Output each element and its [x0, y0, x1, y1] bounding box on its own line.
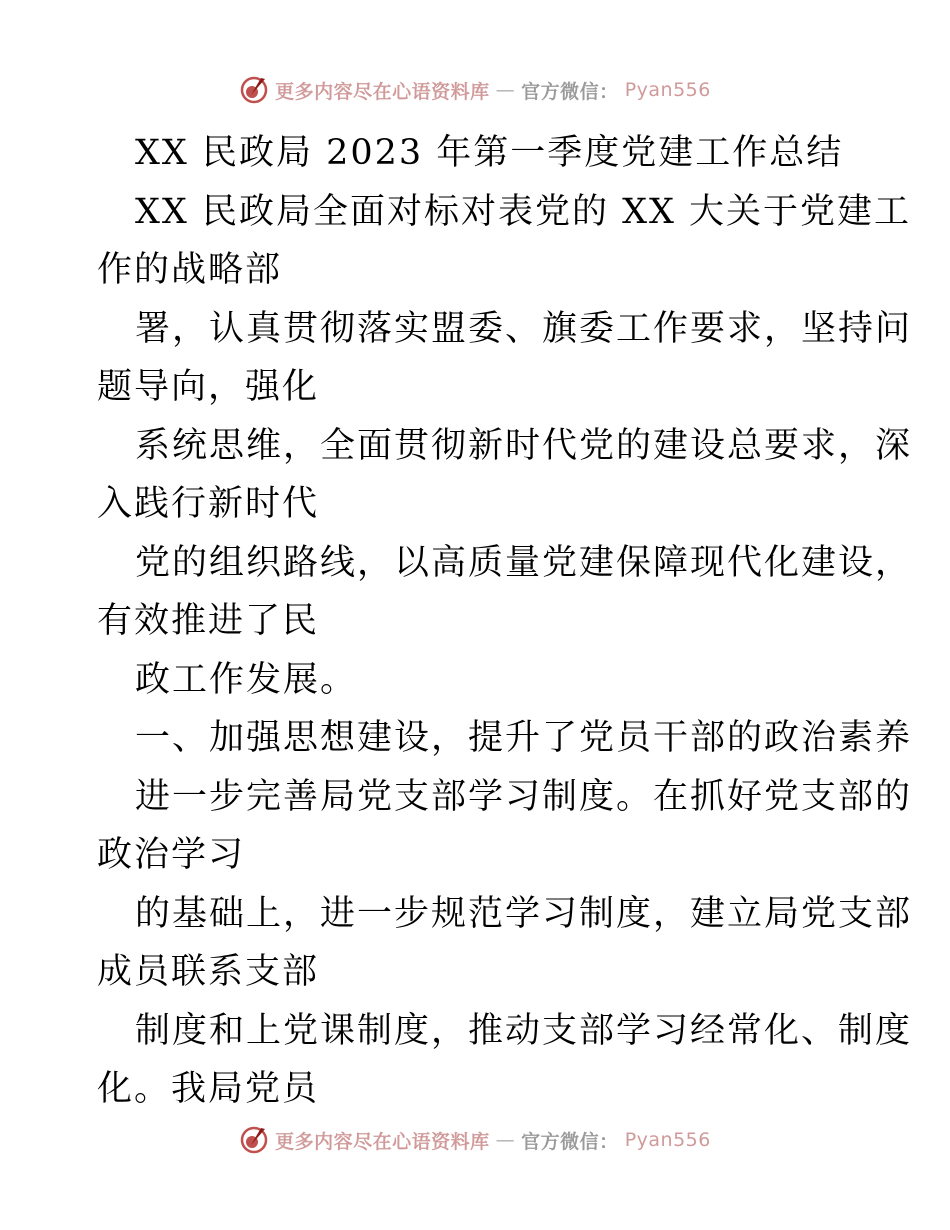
- watermark-wechat-id: Pyan556: [624, 1129, 711, 1151]
- document-body: [97, 124, 913, 1119]
- paragraph-line: 有效推进了民: [97, 601, 320, 641]
- watermark-dash: —: [495, 1129, 516, 1151]
- paragraph-line: 成员联系支部: [97, 952, 320, 992]
- paragraph-line: 作的战略部: [97, 250, 283, 290]
- paragraph-line: 的基础上，进一步规范学习制度，建立局党支部: [135, 893, 913, 934]
- paragraph-line: 入践行新时代: [97, 484, 320, 524]
- watermark-brand: 更多内容尽在心语资料库: [275, 80, 490, 103]
- watermark-brand: 更多内容尽在心语资料库: [275, 1130, 490, 1153]
- paragraph-line: 题导向，强化: [97, 367, 320, 407]
- paragraph-line: 政工作发展。: [135, 659, 358, 700]
- watermark-dash: —: [495, 79, 516, 101]
- watermark-header: [0, 70, 950, 110]
- section-heading: 一、加强思想建设，提升了党员干部的政治素养: [135, 718, 913, 758]
- paragraph-line: 党的组织路线，以高质量党建保障现代化建设，: [135, 542, 913, 583]
- document-title: XX 民政局 2023 年第一季度党建工作总结: [135, 133, 844, 173]
- watermark-footer: [0, 1120, 950, 1160]
- paragraph-line: 系统思维，全面贯彻新时代党的建设总要求，深: [135, 425, 913, 466]
- paragraph-line: 进一步完善局党支部学习制度。在抓好党支部的: [135, 776, 913, 817]
- paragraph-line: 署，认真贯彻落实盟委、旗委工作要求，坚持问: [135, 308, 913, 349]
- paragraph-line: 化。我局党员: [97, 1069, 320, 1109]
- quill-logo-icon: [239, 75, 269, 105]
- paragraph-line: XX 民政局全面对标对表党的 XX 大关于党建工: [135, 191, 912, 232]
- paragraph-line: 制度和上党课制度，推动支部学习经常化、制度: [135, 1010, 913, 1051]
- watermark-official: 官方微信：: [521, 80, 619, 103]
- paragraph-line: 政治学习: [97, 835, 246, 875]
- watermark-official: 官方微信：: [521, 1130, 619, 1153]
- quill-logo-icon: [239, 1125, 269, 1155]
- watermark-wechat-id: Pyan556: [624, 79, 711, 101]
